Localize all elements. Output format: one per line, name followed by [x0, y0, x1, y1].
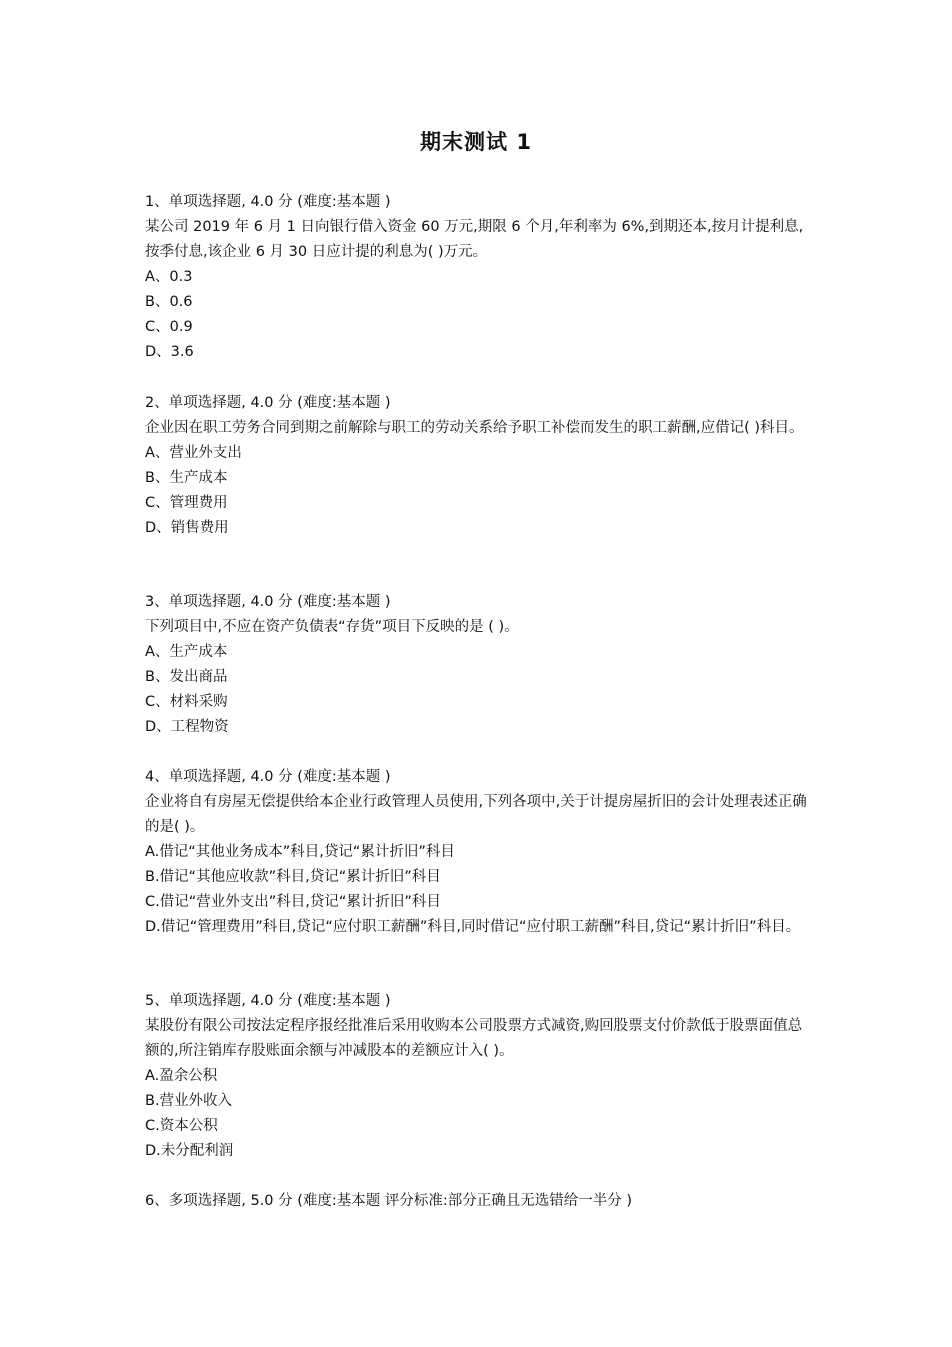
option-a: A.借记“其他业务成本”科目,贷记“累计折旧”科目 — [145, 844, 455, 860]
option-a: A、生产成本 — [145, 644, 228, 660]
option-b: B.营业外收入 — [145, 1093, 233, 1109]
option-b: B、生产成本 — [145, 470, 228, 486]
option-c: C、管理费用 — [145, 495, 228, 511]
option-d: D、销售费用 — [145, 520, 229, 536]
option-d: D、工程物资 — [145, 719, 229, 735]
option-b: B、0.6 — [145, 294, 193, 310]
question-stem: 企业因在职工劳务合同到期之前解除与职工的劳动关系给予职工补偿而发生的职工薪酬,应借记( )科目。 — [145, 420, 804, 436]
question-5 — [145, 989, 813, 1164]
question-6 — [145, 1189, 813, 1214]
question-1 — [145, 190, 813, 365]
option-c: C、0.9 — [145, 319, 193, 335]
question-2 — [145, 391, 813, 541]
option-c: C.资本公积 — [145, 1118, 218, 1134]
question-header: 3、单项选择题, 4.0 分 (难度:基本题 ) — [145, 594, 391, 610]
question-4 — [145, 765, 813, 940]
question-stem: 某股份有限公司按法定程序报经批准后采用收购本公司股票方式减资,购回股票支付价款低于股票面值总额的,所注销库存股账面余额与冲减股本的差额应计入( )。 — [145, 1018, 803, 1059]
option-d: D.借记“管理费用”科目,贷记“应付职工薪酬”科目,同时借记“应付职工薪酬”科目,贷记“累计折旧”科目。 — [145, 919, 801, 935]
option-d: D、3.6 — [145, 344, 194, 360]
option-c: C、材料采购 — [145, 694, 228, 710]
option-b: B、发出商品 — [145, 669, 228, 685]
option-a: A、营业外支出 — [145, 445, 242, 461]
page-title: 期末测试 1 — [420, 130, 532, 154]
option-c: C.借记“营业外支出”科目,贷记“累计折旧”科目 — [145, 894, 441, 910]
question-header: 4、单项选择题, 4.0 分 (难度:基本题 ) — [145, 769, 391, 785]
question-stem: 企业将自有房屋无偿提供给本企业行政管理人员使用,下列各项中,关于计提房屋折旧的会计处理表述正确的是( )。 — [145, 794, 807, 835]
question-header: 5、单项选择题, 4.0 分 (难度:基本题 ) — [145, 993, 391, 1009]
option-a: A、0.3 — [145, 269, 193, 285]
question-stem: 下列项目中,不应在资产负债表“存货”项目下反映的是 ( )。 — [145, 619, 519, 635]
question-header: 2、单项选择题, 4.0 分 (难度:基本题 ) — [145, 395, 391, 411]
question-stem: 某公司 2019 年 6 月 1 日向银行借入资金 60 万元,期限 6 个月,年利率为 6%,到期还本,按月计提利息,按季付息,该企业 6 月 30 日应计提的利息为( )万元。 — [145, 219, 804, 260]
option-d: D.未分配利润 — [145, 1143, 234, 1159]
option-a: A.盈余公积 — [145, 1068, 218, 1084]
question-header: 6、多项选择题, 5.0 分 (难度:基本题 评分标准:部分正确且无选错给一半分 ) — [145, 1193, 633, 1209]
question-header: 1、单项选择题, 4.0 分 (难度:基本题 ) — [145, 194, 391, 210]
question-3 — [145, 590, 813, 740]
option-b: B.借记“其他应收款”科目,贷记“累计折旧”科目 — [145, 869, 441, 885]
